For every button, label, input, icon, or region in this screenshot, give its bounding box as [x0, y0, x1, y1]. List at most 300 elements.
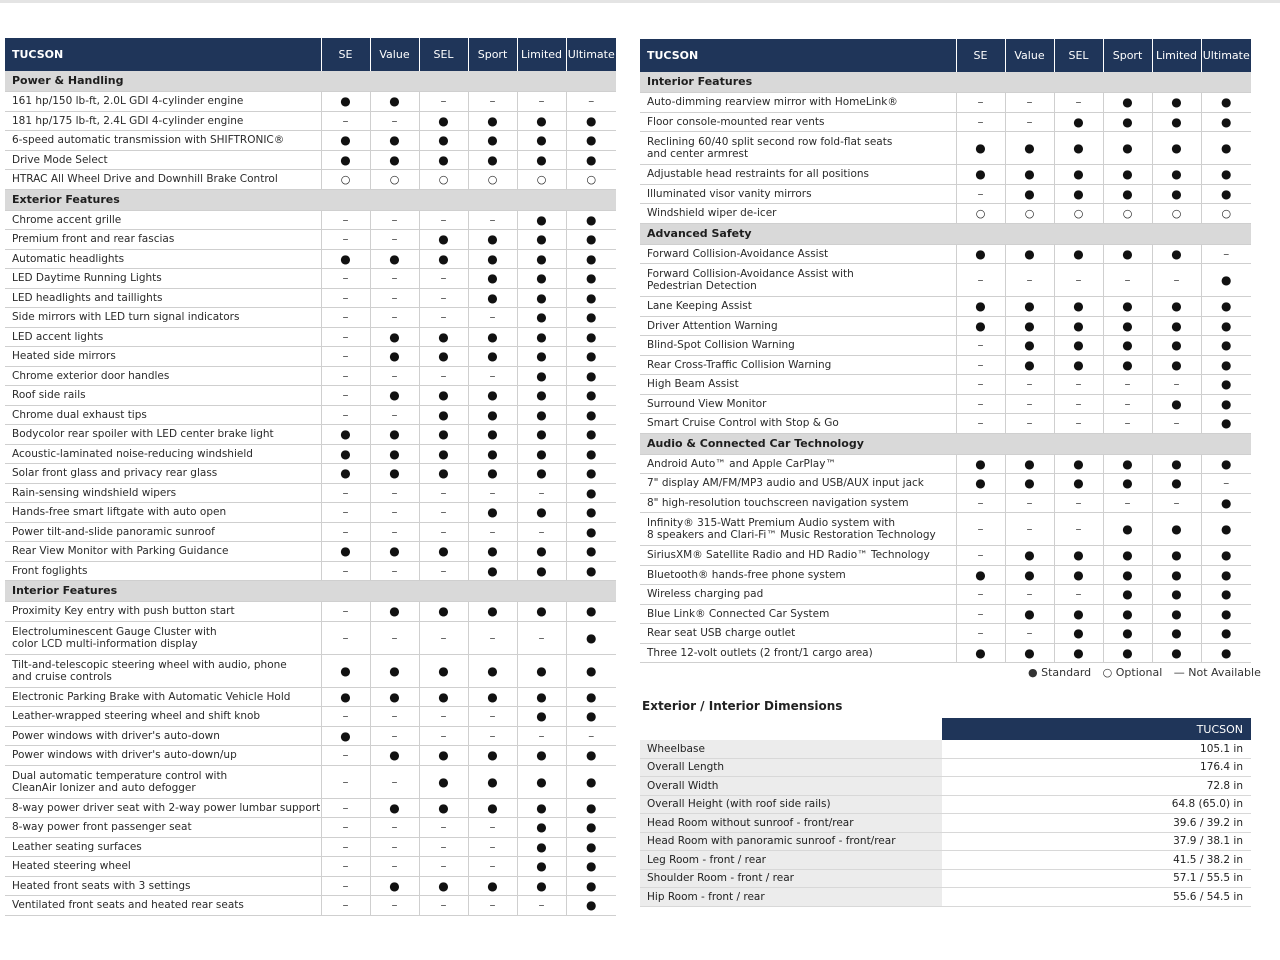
optional-circle-icon: ○ [1221, 206, 1232, 220]
trim-cell [566, 230, 616, 250]
feature-cell [5, 503, 321, 523]
standard-dot-icon: ● [536, 709, 547, 724]
trim-cell [1201, 316, 1251, 336]
top-divider [0, 0, 1280, 3]
standard-dot-icon: ● [536, 133, 547, 148]
standard-dot-icon: ● [438, 113, 449, 128]
standard-dot-icon: ● [438, 407, 449, 422]
table-row [640, 244, 1251, 264]
trim-cell [1201, 643, 1251, 663]
standard-dot-icon: ● [438, 663, 449, 678]
trim-cell [1152, 454, 1201, 474]
section-header-power-handling [5, 71, 616, 92]
standard-dot-icon: ● [487, 407, 498, 422]
trim-cell [566, 366, 616, 386]
trim-cell [419, 503, 468, 523]
feature-label: Chrome exterior door handles [12, 369, 170, 382]
feature-label: 8 speakers and Clari-Fi™ Music Restoration Technology [647, 529, 936, 541]
trim-cell [321, 746, 370, 766]
standard-dot-icon: ● [536, 232, 547, 247]
dimension-value: 72.8 in [942, 777, 1251, 796]
standard-dot-icon: ● [1171, 357, 1182, 372]
standard-dot-icon: ● [487, 349, 498, 364]
optional-circle-icon: ○ [1073, 206, 1084, 220]
trim-cell [566, 249, 616, 269]
feature-cell [640, 336, 956, 356]
trim-cell [1152, 474, 1201, 494]
not-available-dash-icon: – [342, 329, 349, 344]
feature-label: Electroluminescent Gauge Cluster with [12, 625, 217, 638]
standard-dot-icon: ● [586, 133, 597, 148]
trim-cell [419, 857, 468, 877]
trim-cell [468, 405, 517, 425]
standard-dot-icon: ● [586, 709, 597, 724]
trim-cell [1201, 132, 1251, 165]
trim-cell [419, 621, 468, 654]
trim-cell [956, 414, 1005, 434]
not-available-dash-icon: – [1075, 495, 1082, 510]
trim-cell [468, 150, 517, 170]
standard-dot-icon: ● [1024, 246, 1035, 261]
standard-dot-icon: ● [536, 563, 547, 578]
standard-dot-icon: ● [1073, 114, 1084, 129]
trim-header-sport: Sport [1103, 39, 1152, 72]
standard-dot-icon: ● [536, 427, 547, 442]
trim-cell [956, 165, 1005, 185]
not-available-dash-icon: – [977, 606, 984, 621]
standard-dot-icon: ● [438, 232, 449, 247]
trim-cell [419, 654, 468, 687]
trim-cell [1054, 624, 1103, 644]
standard-dot-icon: ● [1122, 318, 1133, 333]
not-available-dash-icon: – [391, 563, 398, 578]
not-available-dash-icon: – [391, 898, 398, 913]
trim-cell [1054, 112, 1103, 132]
trim-cell [1201, 336, 1251, 356]
trim-cell [1005, 316, 1054, 336]
standard-dot-icon: ● [340, 446, 351, 461]
table-row [5, 464, 616, 484]
trim-cell [419, 602, 468, 622]
dimension-value: 39.6 / 39.2 in [942, 814, 1251, 833]
trim-cell [321, 327, 370, 347]
trim-cell [566, 386, 616, 406]
trim-cell [566, 327, 616, 347]
not-available-dash-icon: – [342, 349, 349, 364]
feature-cell [5, 687, 321, 707]
trim-cell [1103, 112, 1152, 132]
trim-cell [468, 707, 517, 727]
not-available-dash-icon: – [489, 820, 496, 835]
standard-dot-icon: ● [586, 563, 597, 578]
trim-cell [1201, 604, 1251, 624]
table-row [640, 297, 1251, 317]
trim-cell [468, 327, 517, 347]
trim-cell [321, 602, 370, 622]
trim-cell [566, 687, 616, 707]
feature-label: Lane Keeping Assist [647, 300, 752, 313]
standard-dot-icon: ● [1171, 114, 1182, 129]
standard-dot-icon: ● [1073, 338, 1084, 353]
feature-label: Forward Collision-Avoidance Assist with [647, 268, 854, 280]
feature-cell [5, 444, 321, 464]
trim-cell [517, 542, 566, 562]
standard-dot-icon: ● [1028, 666, 1038, 679]
table-row [5, 602, 616, 622]
not-available-dash-icon: – [538, 485, 545, 500]
dimension-label: Overall Length [640, 758, 942, 777]
trim-cell [370, 654, 419, 687]
trim-cell [321, 542, 370, 562]
feature-cell [5, 405, 321, 425]
trim-cell [517, 131, 566, 151]
not-available-dash-icon: – [1124, 495, 1131, 510]
trim-cell [1054, 244, 1103, 264]
feature-cell [5, 602, 321, 622]
feature-cell [640, 474, 956, 494]
not-available-dash-icon: – [1026, 95, 1033, 110]
standard-dot-icon: ● [1024, 357, 1035, 372]
trim-cell [956, 184, 1005, 204]
standard-dot-icon: ● [1171, 141, 1182, 155]
trim-cell [321, 386, 370, 406]
trim-cell [321, 876, 370, 896]
trim-cell [370, 726, 419, 746]
standard-dot-icon: ● [487, 152, 498, 167]
standard-dot-icon: ● [340, 94, 351, 109]
not-available-dash-icon: – [440, 563, 447, 578]
standard-dot-icon: ● [389, 152, 400, 167]
standard-dot-icon: ● [586, 388, 597, 403]
table-row [5, 896, 616, 916]
trim-cell [370, 111, 419, 131]
standard-dot-icon: ● [1122, 338, 1133, 353]
standard-dot-icon: ● [586, 774, 597, 789]
not-available-dash-icon: – [977, 495, 984, 510]
legend-not-available-label: Not Available [1188, 666, 1261, 679]
trim-cell [468, 347, 517, 367]
feature-cell [5, 249, 321, 269]
trim-cell [419, 746, 468, 766]
trim-cell [566, 837, 616, 857]
trim-cell [1201, 355, 1251, 375]
trim-cell [321, 483, 370, 503]
trim-cell [370, 765, 419, 798]
standard-dot-icon: ● [586, 878, 597, 893]
feature-label: LED accent lights [12, 330, 104, 343]
standard-dot-icon: ● [1073, 357, 1084, 372]
standard-dot-icon: ● [586, 329, 597, 344]
trim-cell [566, 818, 616, 838]
left-spec-table-panel [5, 38, 616, 916]
standard-dot-icon: ● [487, 748, 498, 763]
standard-dot-icon: ● [1171, 548, 1182, 563]
trim-cell [956, 513, 1005, 546]
trim-cell [419, 896, 468, 916]
feature-cell [5, 522, 321, 542]
feature-cell [5, 798, 321, 818]
feature-label: Blue Link® Connected Car System [647, 607, 830, 620]
trim-cell [1054, 297, 1103, 317]
table-row [640, 604, 1251, 624]
trim-cell [1005, 112, 1054, 132]
not-available-dash-icon: – [1026, 416, 1033, 431]
trim-header-sel: SEL [1054, 39, 1103, 72]
trim-cell [468, 857, 517, 877]
standard-dot-icon: ● [586, 663, 597, 678]
section-title: Interior Features [640, 72, 1251, 93]
feature-cell [5, 269, 321, 289]
trim-cell [1152, 355, 1201, 375]
standard-dot-icon: ● [586, 505, 597, 520]
trim-cell [956, 132, 1005, 165]
trim-cell [321, 308, 370, 328]
trim-cell [1103, 604, 1152, 624]
feature-cell [5, 857, 321, 877]
standard-dot-icon: ● [389, 133, 400, 148]
trim-cell [517, 464, 566, 484]
trim-cell [419, 765, 468, 798]
feature-label: Heated side mirrors [12, 350, 116, 363]
feature-cell [640, 493, 956, 513]
optional-circle-icon: ○ [1102, 666, 1113, 679]
trim-cell [1152, 204, 1201, 224]
feature-label: Rear seat USB charge outlet [647, 627, 796, 640]
standard-dot-icon: ● [1024, 606, 1035, 621]
trim-cell [956, 375, 1005, 395]
trim-cell [1054, 264, 1103, 297]
trim-cell [468, 230, 517, 250]
feature-label: Power windows with driver's auto-down/up [12, 749, 237, 762]
not-available-dash-icon: – [1173, 273, 1180, 287]
trim-cell [1005, 585, 1054, 605]
trim-cell [517, 405, 566, 425]
trim-cell [1054, 132, 1103, 165]
table-row [640, 414, 1251, 434]
not-available-dash-icon: – [391, 709, 398, 724]
standard-dot-icon: ● [389, 663, 400, 678]
standard-dot-icon: ● [1024, 456, 1035, 471]
feature-cell [640, 316, 956, 336]
trim-cell [370, 503, 419, 523]
trim-cell [370, 327, 419, 347]
dimension-row [640, 777, 1251, 796]
standard-dot-icon: ● [1073, 299, 1084, 314]
not-available-dash-icon: – [440, 839, 447, 854]
not-available-dash-icon: – [489, 728, 496, 743]
dimension-value: 57.1 / 55.5 in [942, 869, 1251, 888]
trim-cell [321, 230, 370, 250]
standard-dot-icon: ● [340, 544, 351, 559]
standard-dot-icon: ● [1122, 246, 1133, 261]
standard-dot-icon: ● [1122, 606, 1133, 621]
table-row [5, 269, 616, 289]
trim-cell [517, 726, 566, 746]
standard-dot-icon: ● [586, 689, 597, 704]
trim-cell [566, 726, 616, 746]
feature-cell [640, 93, 956, 113]
right-table-body [640, 72, 1251, 663]
not-available-dash-icon: – [977, 587, 984, 602]
feature-cell [5, 150, 321, 170]
trim-cell [468, 92, 517, 112]
trim-cell [1054, 204, 1103, 224]
standard-dot-icon: ● [438, 878, 449, 893]
trim-cell [1152, 375, 1201, 395]
standard-dot-icon: ● [389, 466, 400, 481]
left-table-body [5, 71, 616, 915]
trim-cell [956, 316, 1005, 336]
standard-dot-icon: ● [586, 271, 597, 286]
trim-cell [566, 210, 616, 230]
trim-cell [1103, 643, 1152, 663]
trim-cell [1201, 244, 1251, 264]
feature-cell [5, 654, 321, 687]
trim-cell [370, 621, 419, 654]
trim-cell [1054, 93, 1103, 113]
trim-cell [566, 347, 616, 367]
not-available-dash-icon: – [440, 271, 447, 286]
trim-cell [321, 896, 370, 916]
trim-cell [468, 602, 517, 622]
standard-dot-icon: ● [1024, 645, 1035, 660]
not-available-dash-icon: – [538, 94, 545, 109]
standard-dot-icon: ● [389, 251, 400, 266]
trim-cell [517, 798, 566, 818]
trim-cell [321, 92, 370, 112]
table-row [640, 624, 1251, 644]
feature-label: Bodycolor rear spoiler with LED center brake light [12, 428, 274, 441]
not-available-dash-icon: – [1026, 114, 1033, 129]
feature-label: Bluetooth® hands-free phone system [647, 568, 846, 581]
trim-cell [370, 386, 419, 406]
feature-label: High Beam Assist [647, 378, 739, 391]
not-available-dash-icon: – [489, 310, 496, 325]
standard-dot-icon: ● [1221, 456, 1232, 471]
dimension-label: Overall Width [640, 777, 942, 796]
trim-cell [517, 425, 566, 445]
trim-cell [1054, 643, 1103, 663]
feature-label: Smart Cruise Control with Stop & Go [647, 417, 839, 430]
table-row [5, 798, 616, 818]
standard-dot-icon: ● [389, 329, 400, 344]
trim-cell [321, 765, 370, 798]
trim-cell [1005, 93, 1054, 113]
trim-cell [370, 707, 419, 727]
not-available-dash-icon: – [391, 368, 398, 383]
trim-cell [370, 602, 419, 622]
trim-header-sport: Sport [468, 38, 517, 71]
standard-dot-icon: ● [586, 839, 597, 854]
trim-cell [468, 765, 517, 798]
standard-dot-icon: ● [586, 349, 597, 364]
trim-cell [321, 857, 370, 877]
trim-cell [370, 837, 419, 857]
trim-cell [321, 687, 370, 707]
standard-dot-icon: ● [536, 446, 547, 461]
trim-cell [419, 249, 468, 269]
trim-cell [321, 170, 370, 190]
standard-dot-icon: ● [586, 466, 597, 481]
trim-cell [419, 444, 468, 464]
trim-cell [321, 405, 370, 425]
trim-header-limited: Limited [1152, 39, 1201, 72]
trim-cell [1201, 414, 1251, 434]
not-available-dash-icon: – [489, 212, 496, 227]
trim-cell [370, 150, 419, 170]
table-row [640, 493, 1251, 513]
feature-label: Acoustic-laminated noise-reducing windshield [12, 447, 253, 460]
not-available-dash-icon: – [1075, 416, 1082, 431]
standard-dot-icon: ● [1073, 645, 1084, 660]
trim-cell [1005, 355, 1054, 375]
not-available-dash-icon: – [440, 368, 447, 383]
standard-dot-icon: ● [1221, 587, 1232, 602]
trim-cell [419, 230, 468, 250]
standard-dot-icon: ● [536, 820, 547, 835]
standard-dot-icon: ● [438, 774, 449, 789]
trim-cell [1152, 264, 1201, 297]
trim-cell [468, 288, 517, 308]
feature-cell [5, 131, 321, 151]
trim-cell [468, 561, 517, 581]
trim-cell [956, 604, 1005, 624]
standard-dot-icon: ● [1171, 456, 1182, 471]
trim-cell [566, 170, 616, 190]
feature-label: Electronic Parking Brake with Automatic Vehicle Hold [12, 690, 291, 703]
not-available-dash-icon: – [1173, 416, 1180, 431]
standard-dot-icon: ● [536, 349, 547, 364]
trim-cell [321, 111, 370, 131]
standard-dot-icon: ● [389, 446, 400, 461]
trim-header-limited: Limited [517, 38, 566, 71]
standard-dot-icon: ● [487, 427, 498, 442]
standard-dot-icon: ● [438, 544, 449, 559]
trim-cell [566, 150, 616, 170]
dimension-value: 41.5 / 38.2 in [942, 851, 1251, 870]
feature-label: Infinity® 315-Watt Premium Audio system with [647, 517, 896, 529]
trim-header-value: Value [1005, 39, 1054, 72]
trim-cell [517, 621, 566, 654]
legend-optional-label: Optional [1115, 666, 1163, 679]
table-row [5, 542, 616, 562]
optional-circle-icon: ○ [389, 172, 400, 186]
feature-label: Floor console-mounted rear vents [647, 115, 825, 128]
trim-cell [419, 837, 468, 857]
standard-dot-icon: ● [536, 290, 547, 305]
trim-cell [419, 425, 468, 445]
standard-dot-icon: ● [1221, 548, 1232, 563]
trim-cell [1201, 624, 1251, 644]
feature-cell [5, 308, 321, 328]
standard-dot-icon: ● [340, 663, 351, 678]
trim-cell [1054, 585, 1103, 605]
trim-cell [419, 366, 468, 386]
trim-cell [1054, 355, 1103, 375]
trim-header-value: Value [370, 38, 419, 71]
standard-dot-icon: ● [389, 388, 400, 403]
section-title: Advanced Safety [640, 223, 1251, 244]
section-title: Interior Features [5, 581, 616, 602]
not-available-dash-icon: – [342, 774, 349, 789]
trim-cell [1103, 297, 1152, 317]
trim-cell [419, 92, 468, 112]
feature-label: Rear View Monitor with Parking Guidance [12, 545, 229, 558]
standard-dot-icon: ● [1171, 587, 1182, 602]
not-available-dash-icon: – [440, 290, 447, 305]
legend-standard-label: Standard [1041, 666, 1092, 679]
standard-dot-icon: ● [1024, 567, 1035, 582]
